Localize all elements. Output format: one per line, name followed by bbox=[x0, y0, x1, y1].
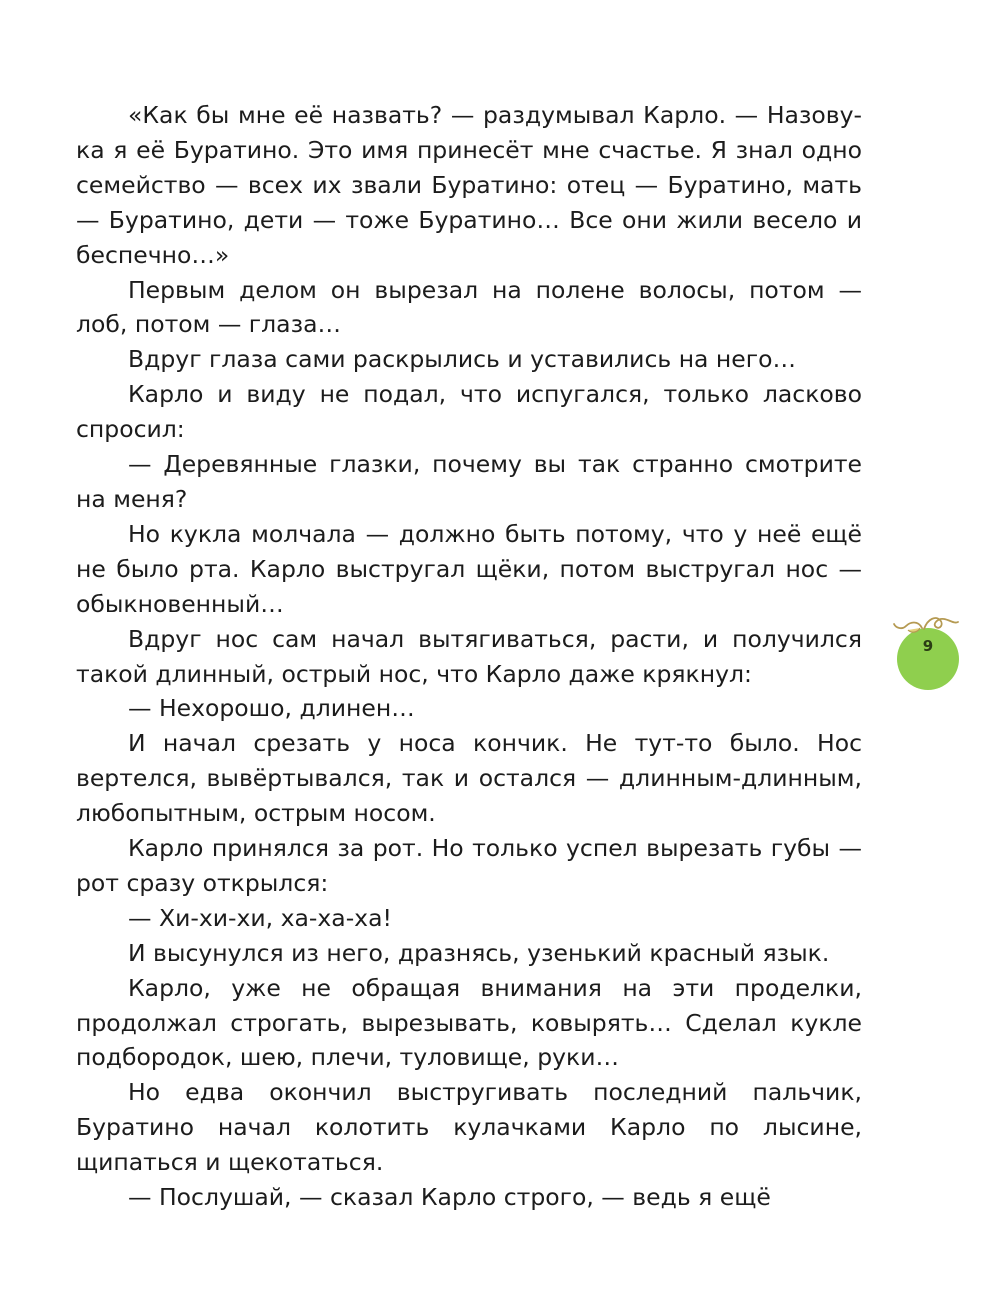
paragraph: — Нехорошо, длинен… bbox=[128, 694, 415, 723]
paragraph: И высунулся из него, дразнясь, узенький красный язык. bbox=[128, 938, 830, 967]
paragraph: Карло и виду не подал, что испугался, только ласково спросил: bbox=[76, 380, 862, 444]
paragraph: Первым делом он вырезал на полене волосы, потом — лоб, потом — глаза… bbox=[76, 275, 862, 339]
paragraph: — Деревянные глазки, почему вы так странно смотрите на меня? bbox=[76, 450, 862, 513]
paragraph: И начал срезать у носа кончик. Не тут-то было. Нос вертелся, вывёртывался, так и остался — длинным-длинным, любопытным, острым носом. bbox=[76, 729, 862, 828]
paragraph: Карло, уже не обращая внимания на эти проделки, продолжал строгать, вырезывать, ковырять… Сделал кукле подбородок, шею, плечи, туловище, руки… bbox=[76, 973, 862, 1072]
story-text bbox=[76, 98, 862, 1215]
paragraph: Но едва окончил выстругивать последний пальчик, Буратино начал колотить кулачками Карло по лысине, щипаться и щекотаться. bbox=[76, 1078, 862, 1177]
paragraph: — Послушай, — сказал Карло строго, — ведь я ещё bbox=[128, 1183, 771, 1212]
paragraph: — Хи-хи-хи, ха-ха-ха! bbox=[128, 903, 392, 932]
page-number: 9 bbox=[922, 637, 934, 655]
paragraph: Карло принялся за рот. Но только успел вырезать губы — рот сразу открылся: bbox=[76, 834, 862, 897]
paragraph: «Как бы мне её назвать? — раздумывал Карло. — Назову-ка я её Буратино. Это имя принесёт мне счастье. Я знал одно семейство — всех их звали Буратино: отец — Буратино, мать — Буратино, дети — тоже Буратино… Все они жили весело и беспечно…» bbox=[76, 101, 862, 269]
paragraph: Вдруг глаза сами раскрылись и уставились на него… bbox=[128, 345, 796, 374]
paragraph: Но кукла молчала — должно быть потому, что у неё ещё не было рта. Карло выстругал щёки, потом выстругал нос — обыкновенный… bbox=[76, 519, 862, 618]
paragraph: Вдруг нос сам начал вытягиваться, расти, и получился такой длинный, острый нос, что Карло даже крякнул: bbox=[76, 624, 862, 688]
